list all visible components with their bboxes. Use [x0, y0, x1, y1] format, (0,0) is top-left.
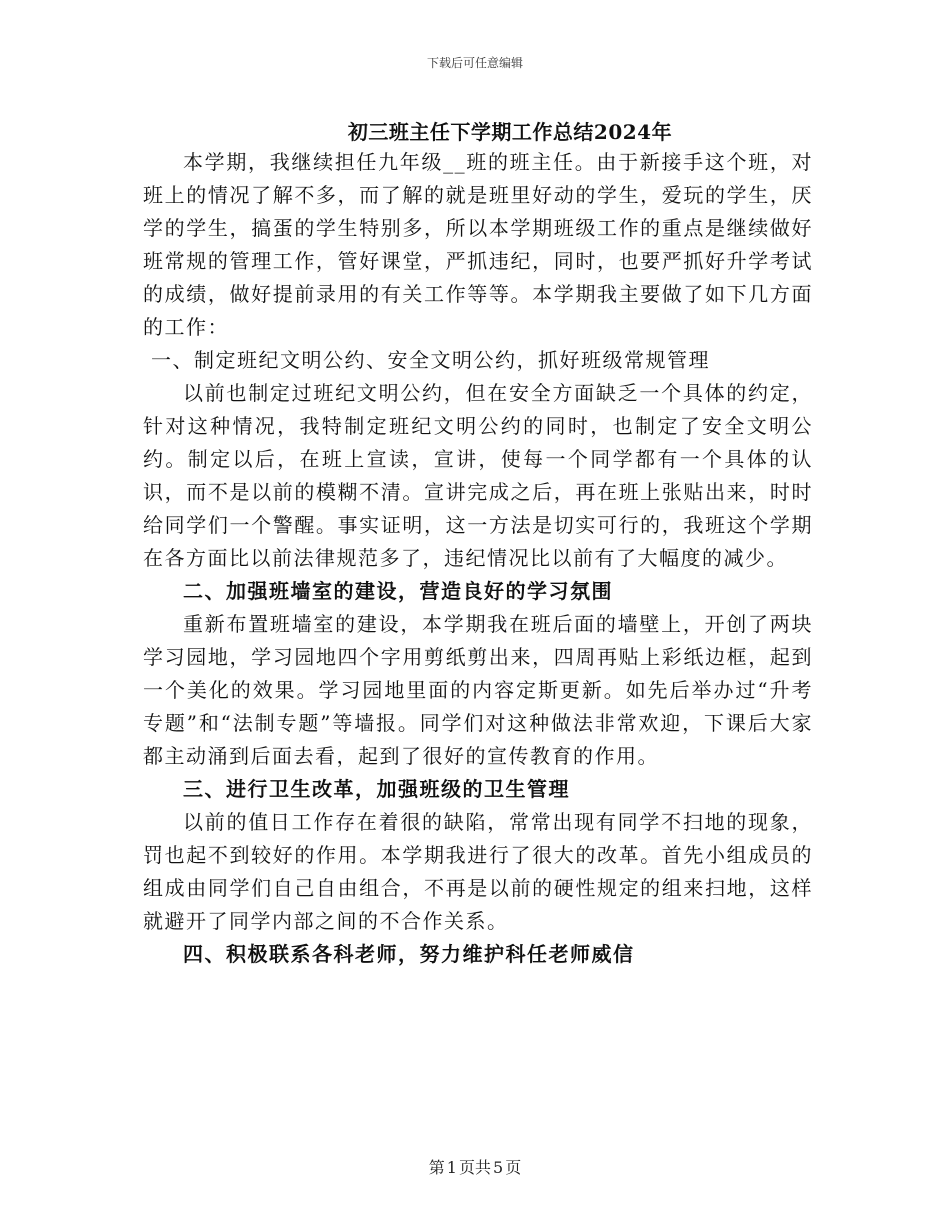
document-title: 初三班主任下学期工作总结2024年: [347, 120, 673, 144]
page-header-note: 下载后可任意编辑: [426, 56, 523, 70]
section-4-heading: 四、积极联系各科老师，努力维护科任老师威信: [183, 942, 635, 966]
page-footer: [0, 1155, 950, 1178]
document-body: [143, 146, 813, 971]
footer-middle: 页共: [458, 1158, 491, 1177]
section-2-heading: 二、加强班墙室的建设，营造良好的学习氛围: [183, 579, 613, 603]
footer-total-pages: 5: [493, 1158, 504, 1177]
intro-paragraph: 本学期，我继续担任九年级__班的班主任。由于新接手这个班，对班上的情况了解不多，而了解的就是班里好动的学生，爱玩的学生，厌学的学生，搞蛋的学生特别多，所以本学期班级工作的重点是继续做好班常规的管理工作，管好课堂，严抓违纪，同时，也要严抓好升学考试的成绩，做好提前录用的有关工作等等。本学期我主要做了如下几方面的工作：: [143, 150, 813, 339]
section-2-body: 重新布置班墙室的建设，本学期我在班后面的墙壁上，开创了两块学习园地，学习园地四个字用剪纸剪出来，四周再贴上彩纸边框，起到一个美化的效果。学习园地里面的内容定斯更新。如先后举办过“升考专题”和“法制专题”等墙报。同学们对这种做法非常欢迎，下课后大家都主动涌到后面去看，起到了很好的宣传教育的作用。: [143, 612, 813, 768]
footer-suffix: 页: [505, 1158, 522, 1177]
section-1-heading: 一、制定班纪文明公约、安全文明公约，抓好班级常规管理: [151, 348, 710, 372]
section-3-body: 以前的值日工作存在着很的缺陷，常常出现有同学不扫地的现象，罚也起不到较好的作用。本学期我进行了很大的改革。首先小组成员的组成由同学们自己自由组合，不再是以前的硬性规定的组来扫地，这样就避开了同学内部之间的不合作关系。: [143, 810, 813, 933]
section-1-body: 以前也制定过班纪文明公约，但在安全方面缺乏一个具体的约定，针对这种情况，我特制定班纪文明公约的同时，也制定了安全文明公约。制定以后，在班上宣读，宣讲，使每一个同学都有一个具体的认识，而不是以前的模糊不清。宣讲完成之后，再在班上张贴出来，时时给同学们一个警醒。事实证明，这一方法是切实可行的，我班这个学期在各方面比以前法律规范多了，违纪情况比以前有了大幅度的减少。: [143, 381, 813, 570]
section-3-heading: 三、进行卫生改革，加强班级的卫生管理: [183, 777, 570, 801]
footer-prefix: 第: [428, 1158, 445, 1177]
footer-current-page: 1: [446, 1158, 457, 1177]
